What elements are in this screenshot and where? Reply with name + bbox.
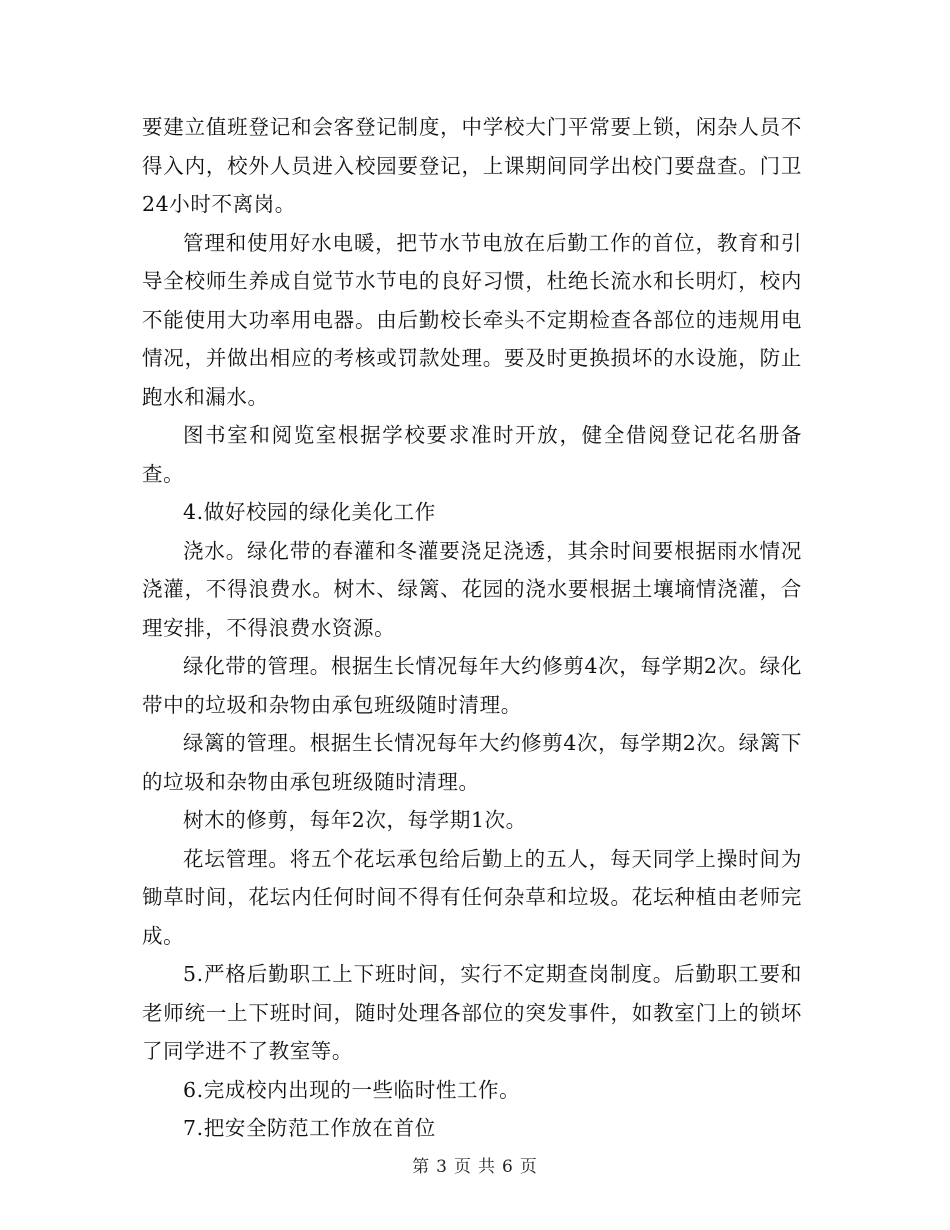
paragraph: 绿篱的管理。根据生长情况每年大约修剪4次，每学期2次。绿篱下的垃圾和杂物由承包班级随时清理。 <box>142 731 802 794</box>
footer-di: 第 <box>412 1157 431 1177</box>
footer-ye: 页 <box>454 1157 472 1177</box>
paragraph: 树木的修剪，每年2次，每学期1次。 <box>183 808 527 832</box>
current-page-number: 3 <box>436 1157 448 1177</box>
section-heading: 7.把安全防范工作放在首位 <box>183 1116 436 1140</box>
paragraph: 图书室和阅览室根据学校要求准时开放，健全借阅登记花名册备查。 <box>142 423 802 486</box>
page-footer <box>0 1152 950 1177</box>
paragraph: 绿化带的管理。根据生长情况每年大约修剪4次，每学期2次。绿化带中的垃圾和杂物由承包班级随时清理。 <box>142 654 802 717</box>
paragraph: 浇水。绿化带的春灌和冬灌要浇足浇透，其余时间要根据雨水情况浇灌，不得浪费水。树木、绿篱、花园的浇水要根据土壤墒情浇灌，合理安排，不得浪费水资源。 <box>142 538 802 640</box>
paragraph: 6.完成校内出现的一些临时性工作。 <box>183 1077 521 1102</box>
section-heading: 4.做好校园的绿化美化工作 <box>183 500 436 524</box>
paragraph: 5.严格后勤职工上下班时间，实行不定期查岗制度。后勤职工要和老师统一上下班时间，随时处理各部位的突发事件，如教室门上的锁坏了同学进不了教室等。 <box>142 962 802 1063</box>
footer-gong: 共 <box>478 1157 496 1177</box>
footer-ye2: 页 <box>519 1157 538 1177</box>
paragraph: 管理和使用好水电暖，把节水节电放在后勤工作的首位，教育和引导全校师生养成自觉节水节电的良好习惯，杜绝长流水和长明灯，校内不能使用大功率用电器。由后勤校长牵头不定期检查各部位的违规用电情况，并做出相应的考核或罚款处理。要及时更换损坏的水设施，防止跑水和漏水。 <box>142 230 802 409</box>
total-page-count: 6 <box>502 1157 514 1177</box>
paragraph: 花坛管理。将五个花坛承包给后勤上的五人，每天同学上操时间为锄草时间，花坛内任何时间不得有任何杂草和垃圾。花坛种植由老师完成。 <box>142 846 802 948</box>
document-body <box>142 108 802 1148</box>
paragraph: 要建立值班登记和会客登记制度，中学校大门平常要上锁，闲杂人员不得入内，校外人员进入校园要登记，上课期间同学出校门要盘查。门卫24小时不离岗。 <box>142 115 802 216</box>
